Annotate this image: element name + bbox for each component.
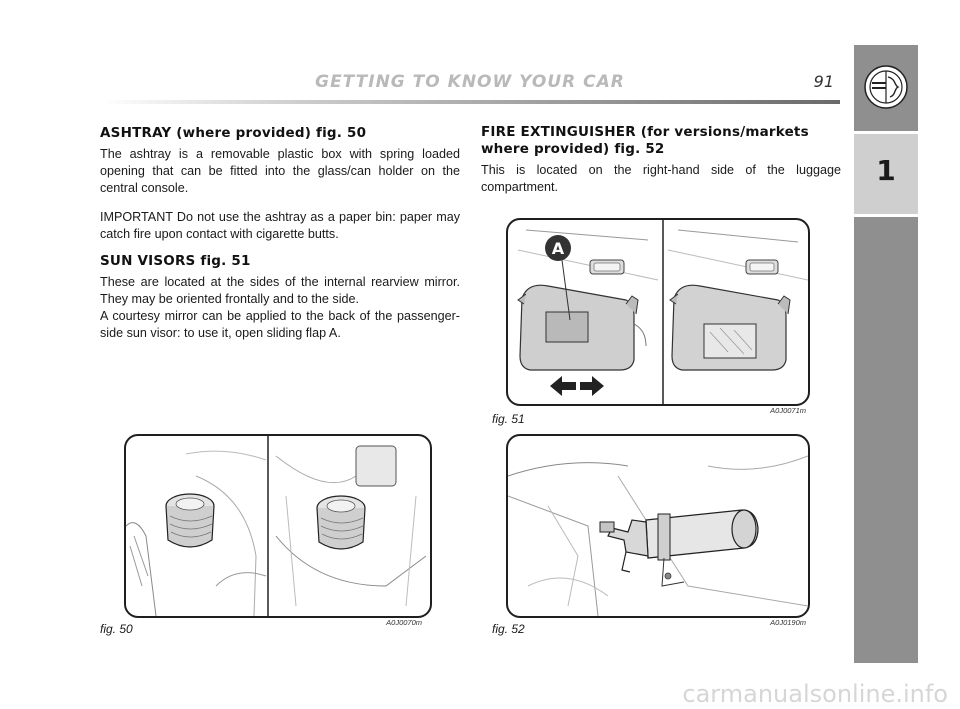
chapter-number: 1 xyxy=(876,154,896,187)
figure-51-illustration xyxy=(508,220,808,404)
left-text-column xyxy=(100,125,460,352)
figure-51-caption: fig. 51 xyxy=(492,412,525,426)
ashtray-heading: ASHTRAY (where provided) fig. 50 xyxy=(100,125,367,141)
header-rule xyxy=(100,100,840,104)
chapter-box xyxy=(854,131,918,217)
page-number: 91 xyxy=(813,72,834,91)
figure-51-code: A0J0071m xyxy=(770,406,806,415)
sun-visors-paragraph-2: A courtesy mirror can be applied to the back of the passenger-side sun visor: to use it, open sliding flap A. xyxy=(100,309,460,340)
figure-52-caption: fig. 52 xyxy=(492,622,525,636)
fire-extinguisher-heading: FIRE EXTINGUISHER (for versions/markets where provided) fig. 52 xyxy=(481,124,809,157)
chapter-side-tab xyxy=(854,45,918,663)
page-header xyxy=(100,70,840,110)
page-title: GETTING TO KNOW YOUR CAR xyxy=(315,72,625,92)
logo-box xyxy=(854,45,918,131)
ashtray-important-note: IMPORTANT Do not use the ashtray as a paper bin: paper may catch fire upon contact with cigarette butts. xyxy=(100,210,460,241)
sun-visors-heading: SUN VISORS fig. 51 xyxy=(100,253,251,269)
figure-50-frame xyxy=(124,434,432,618)
figure-52-code: A0J0190m xyxy=(770,618,806,627)
alfa-romeo-logo-icon xyxy=(864,65,908,109)
figure-50-illustration xyxy=(126,436,430,616)
figure-52-frame xyxy=(506,434,810,618)
section-ashtray xyxy=(100,125,460,243)
figure-50-code: A0J0070m xyxy=(386,618,422,627)
section-sun-visors xyxy=(100,253,460,342)
figure-50-caption: fig. 50 xyxy=(100,622,133,636)
figure-51-frame xyxy=(506,218,810,406)
figure-52-illustration xyxy=(508,436,808,616)
figure-52 xyxy=(492,434,810,644)
watermark: carmanualsonline.info xyxy=(682,680,948,708)
figure-50 xyxy=(100,434,434,644)
fire-extinguisher-paragraph: This is located on the right-hand side of the luggage compartment. xyxy=(481,163,841,194)
right-text-column xyxy=(481,124,841,206)
section-fire-extinguisher xyxy=(481,124,841,196)
ashtray-paragraph-1: The ashtray is a removable plastic box with spring loaded opening that can be fitted into the glass/can holder on the central console. xyxy=(100,147,460,195)
figure-51 xyxy=(492,218,810,428)
callout-a: A xyxy=(551,239,565,258)
sun-visors-paragraph-1: These are located at the sides of the internal rearview mirror. They may be oriented frontally and to the side. xyxy=(100,275,460,306)
